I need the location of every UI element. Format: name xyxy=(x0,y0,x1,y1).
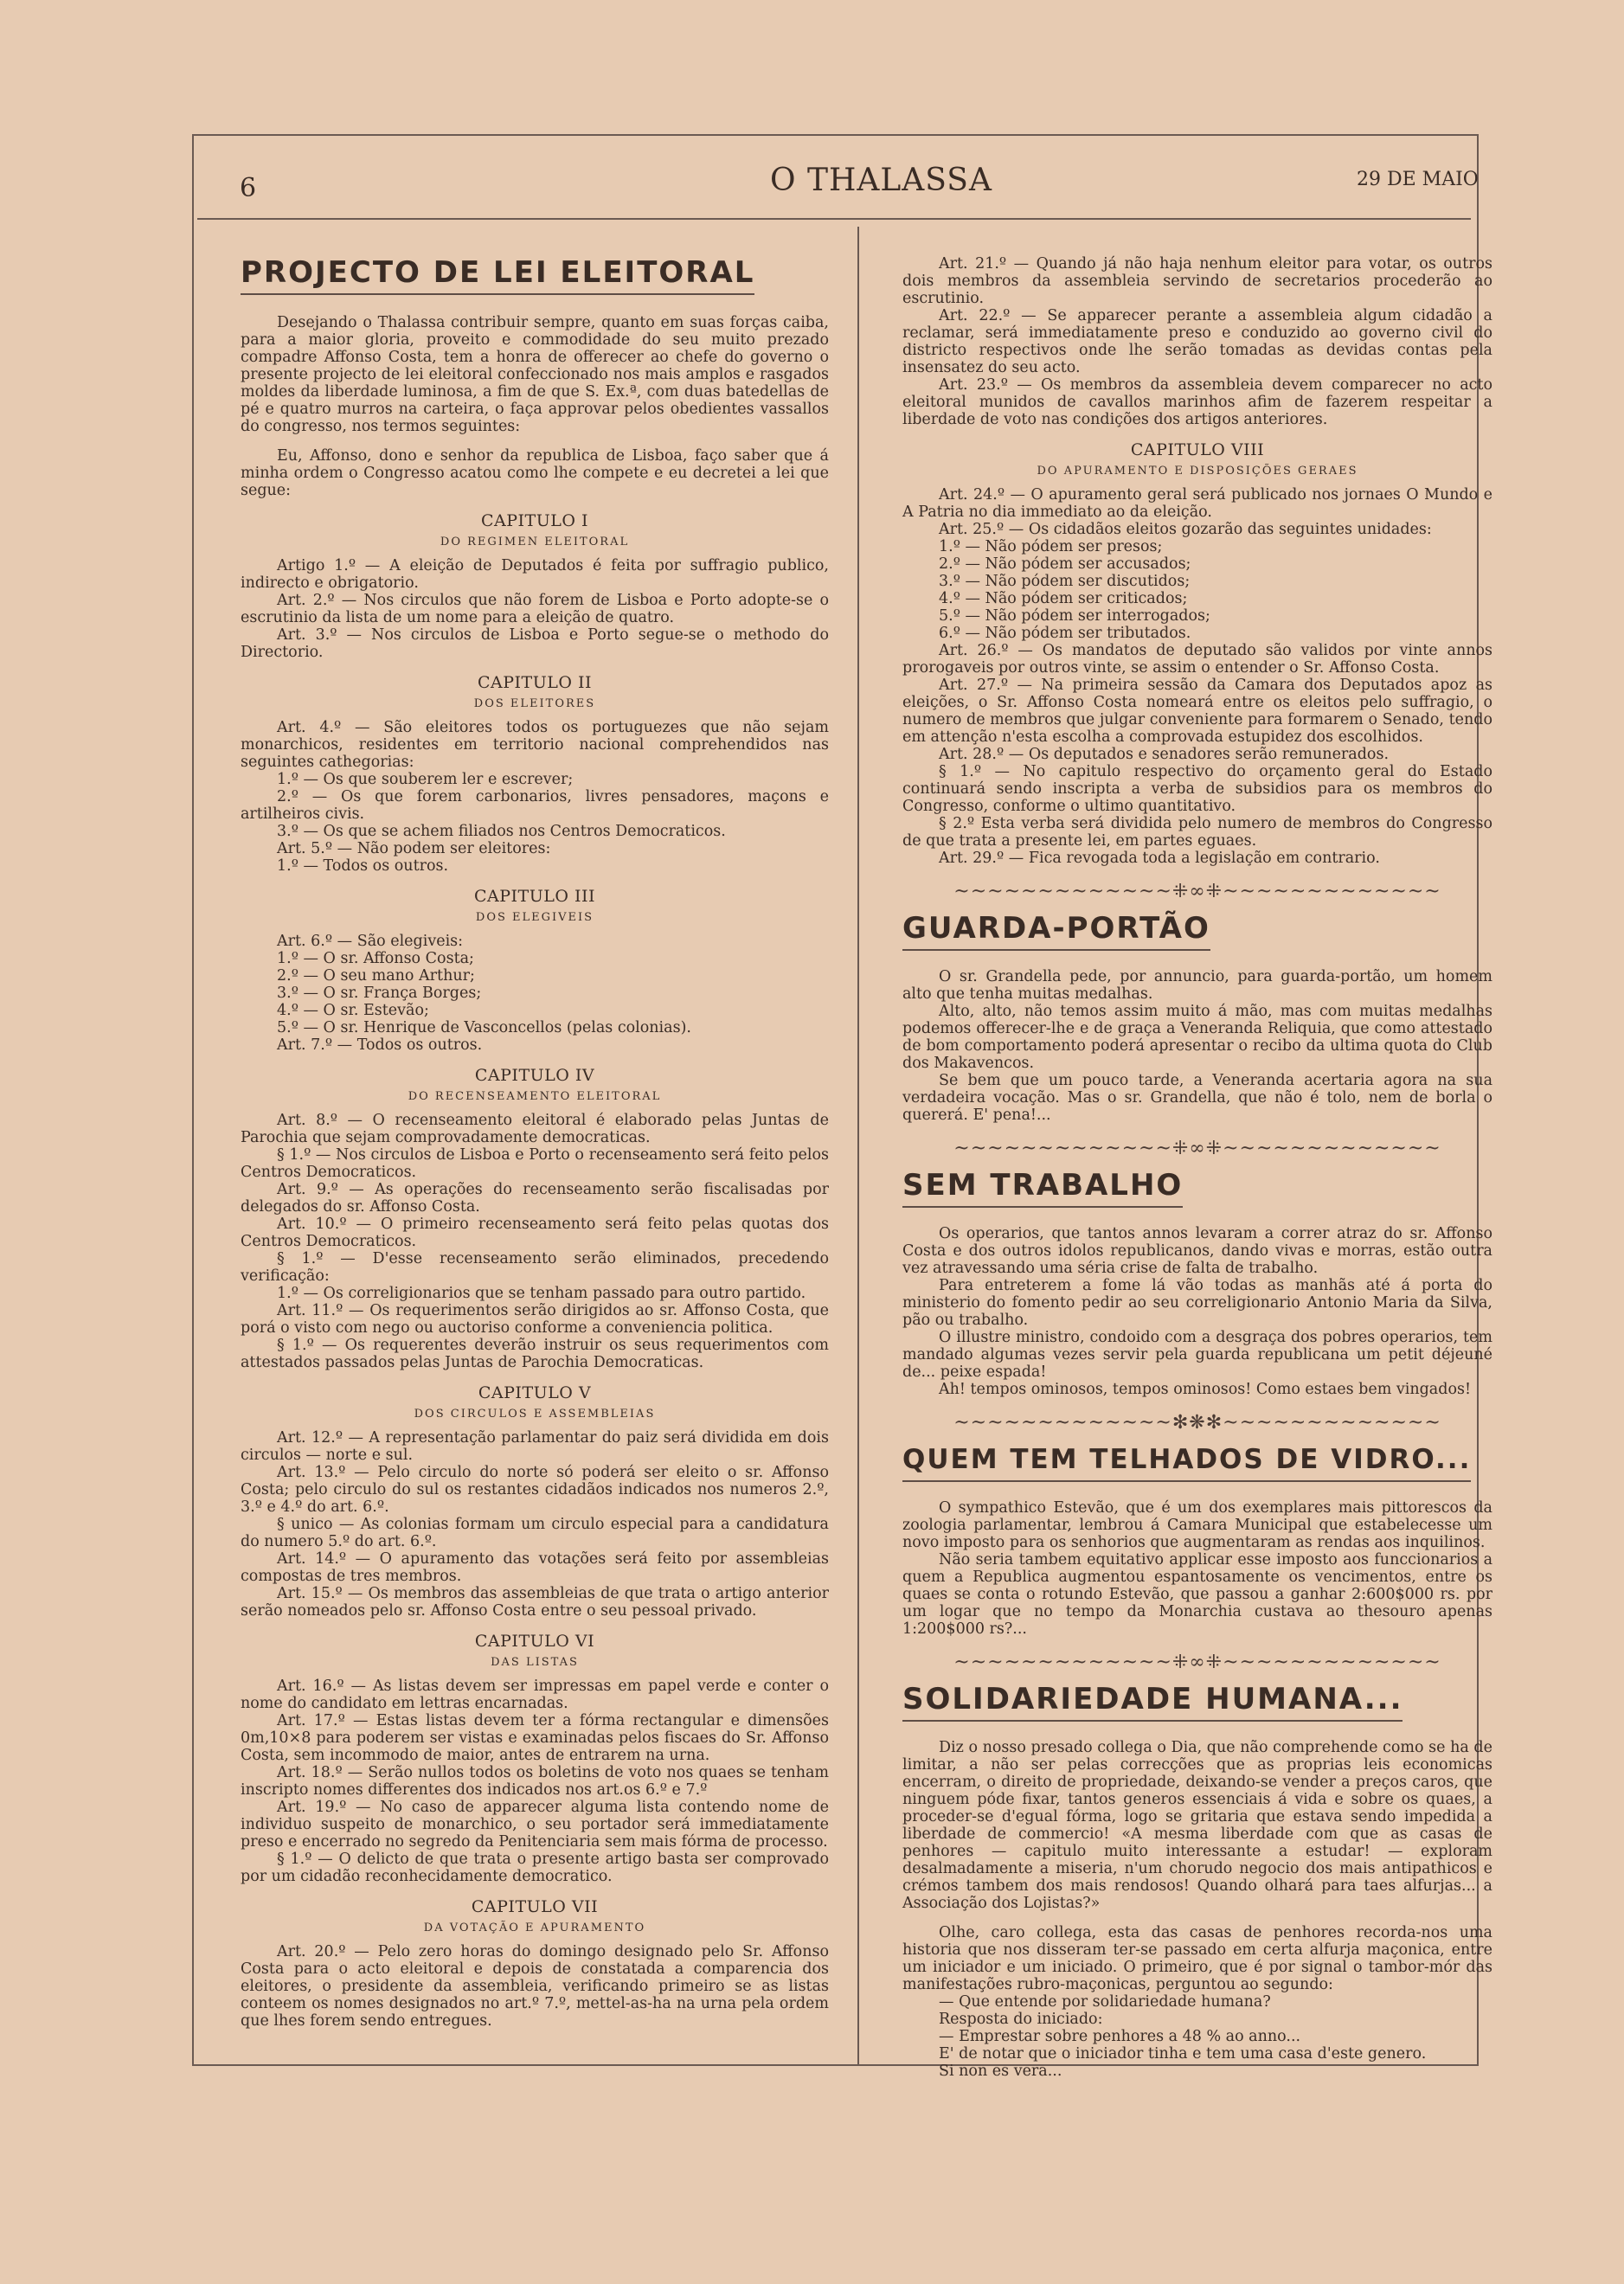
article-line: Art. 23.º — Os membros da assembleia devem comparecer no acto eleitoral munidos de cavallos marinhos afim de fazerem respeitar a liberdade de voto nas condições dos artigos anteriores. xyxy=(902,376,1492,428)
article-line: Art. 10.º — O primeiro recenseamento será feito pelas quotas dos Centros Democraticos. xyxy=(241,1216,829,1250)
chapter-title: CAPITULO I xyxy=(481,511,588,530)
article-line: Art. 22.º — Se apparecer perante a assembleia algum cidadão a reclamar, será immediatamente preso e conduzido ao governo civil do districto respectivos onde lhe serão tomadas as devidas contas pela insensatez do seu acto. xyxy=(902,307,1492,376)
article-line: Art. 26.º — Os mandatos de deputado são validos por vinte annos prorogaveis por outros vinte, se assim o entender o Sr. Affonso Costa. xyxy=(902,642,1492,677)
chapter-title: CAPITULO V xyxy=(478,1383,592,1402)
chapter-subtitle: DO APURAMENTO E DISPOSIÇÕES GERAES xyxy=(1037,465,1358,478)
article-line: Art. 5.º — Não podem ser eleitores: xyxy=(277,840,551,857)
chapter-subtitle: DOS ELEITORES xyxy=(473,697,596,710)
article-line: Art. 27.º — Na primeira sessão da Camara dos Deputados apoz as eleições, o Sr. Affonso Costa nomeará entre os eleitos pelo suffragio, o numero de membros que julgar conveniente para formarem o Senado, tendo em attenção n'esta escolha a comprovada estupidez dos escolhidos. xyxy=(902,677,1492,746)
article-line: Art. 18.º — Serão nullos todos os boletins de voto nos quaes se tenham inscripto nomes differentes dos indicados nos art.os 6.º e 7.º xyxy=(241,1764,829,1799)
column-divider xyxy=(857,227,859,2064)
chapter-title: CAPITULO III xyxy=(474,887,595,906)
section-title: QUEM TEM TELHADOS DE VIDRO... xyxy=(902,1442,1471,1482)
section-title: GUARDA-PORTÃO xyxy=(902,911,1210,951)
article-line: Art. 3.º — Nos circulos de Lisboa e Porto segue-se o methodo do Directorio. xyxy=(241,626,829,661)
section-paragraph: — Que entende por solidariedade humana? xyxy=(939,1993,1271,2011)
chapter-subtitle: DO REGIMEN ELEITORAL xyxy=(440,536,630,549)
article-line: § 2.º Esta verba será dividida pelo numero de membros do Congresso de que trata a presente lei, em partes eguaes. xyxy=(902,815,1492,850)
article-line: Art. 17.º — Estas listas devem ter a fórma rectangular e dimensões 0m,10×8 para poderem ser vistas e examinadas pelos fiscaes do Sr. Affonso Costa, sem incommodo de maior, antes de entrarem na urna. xyxy=(241,1712,829,1764)
article-line: § 1.º — Os requerentes deverão instruir os seus requerimentos com attestados passados pelas Juntas de Parochia Democraticas. xyxy=(241,1337,829,1371)
section-quem-tem-telhados xyxy=(902,1442,1492,1638)
article-line: 5.º — O sr. Henrique de Vasconcellos (pelas colonias). xyxy=(277,1019,691,1036)
article-line: Art. 15.º — Os membros das assembleias de que trata o artigo anterior serão nomeados pelo sr. Affonso Costa entre o seu pessoal privado. xyxy=(241,1585,829,1620)
article-line: 4.º — Não pódem ser criticados; xyxy=(939,590,1188,607)
article-line: § 1.º — D'esse recenseamento serão eliminados, precedendo verificação: xyxy=(241,1250,829,1285)
chapter-subtitle: DA VOTAÇÃO E APURAMENTO xyxy=(423,1922,646,1934)
article-line: 3.º — O sr. França Borges; xyxy=(277,985,482,1002)
chapter-subtitle: DOS CIRCULOS E ASSEMBLEIAS xyxy=(414,1408,656,1421)
article-line: 3.º — Não pódem ser discutidos; xyxy=(939,573,1191,590)
article-line: Art. 6.º — São elegiveis: xyxy=(277,933,464,950)
article-line: Art. 28.º — Os deputados e senadores serão remunerados. xyxy=(939,746,1390,763)
article-line: 2.º — Não pódem ser accusados; xyxy=(939,555,1191,573)
ornament-divider: ~~~~~~~~~~~~~⁜∞⁜~~~~~~~~~~~~~ xyxy=(953,1138,1441,1159)
section-paragraph: Alto, alto, não temos assim muito á mão, mas com muitas medalhas podemos offerecer-lhe e de graça a Veneranda Reliquia, que como attestado de bom comportamento poderá apresentar o recibo da ultima quota do Club dos Makavencos. xyxy=(902,1003,1492,1072)
chapter-title: CAPITULO VI xyxy=(474,1632,595,1651)
section-solidariedade xyxy=(902,1682,1492,2080)
section-paragraph: — Emprestar sobre penhores a 48 % ao anno... xyxy=(939,2028,1301,2045)
article-line: Art. 7.º — Todos os outros. xyxy=(277,1036,483,1054)
article-line: § unico — As colonias formam um circulo especial para a candidatura do numero 5.º do art. 6.º. xyxy=(241,1516,829,1550)
article-line: Artigo 1.º — A eleição de Deputados é feita por suffragio publico, indirecto e obrigatorio. xyxy=(241,557,829,592)
decree-paragraph: Eu, Affonso, dono e senhor da republica de Lisboa, faço saber que á minha ordem o Congresso acatou como lhe compete e eu decretei a lei que segue: xyxy=(241,447,829,499)
article-line: Art. 12.º — A representação parlamentar do paiz será dividida em dois circulos — norte e sul. xyxy=(241,1429,829,1464)
right-column xyxy=(902,255,1492,2080)
chapter-subtitle: DO RECENSEAMENTO ELEITORAL xyxy=(408,1090,662,1103)
left-column xyxy=(241,255,829,2030)
section-title: SEM TRABALHO xyxy=(902,1168,1183,1208)
article-line: 1.º — Todos os outros. xyxy=(277,857,449,875)
article-line: Art. 9.º — As operações do recenseamento serão fiscalisadas por delegados do sr. Affonso Costa. xyxy=(241,1181,829,1216)
newspaper-title: O THALASSA xyxy=(770,163,992,198)
article-line: 2.º — Os que forem carbonarios, livres pensadores, maçons e artilheiros civis. xyxy=(241,788,829,823)
chapter-subtitle: DOS ELEGIVEIS xyxy=(475,911,594,924)
article-line: Art. 11.º — Os requerimentos serão dirigidos ao sr. Affonso Costa, que porá o visto com nego ou auctoriso conforme a conveniencia politica. xyxy=(241,1302,829,1337)
article-line: Art. 2.º — Nos circulos que não forem de Lisboa e Porto adopte-se o escrutinio da lista de um nome para a eleição de quatro. xyxy=(241,592,829,626)
article-line: 4.º — O sr. Estevão; xyxy=(277,1002,429,1019)
article-line: Art. 19.º — No caso de apparecer alguma lista contendo nome de individuo suspeito de monarchico, o seu portador será immediatamente preso e encerrado no segredo da Penitenciaria sem mais fórma de processo. xyxy=(241,1799,829,1851)
article-title: PROJECTO DE LEI ELEITORAL xyxy=(241,255,754,295)
section-guarda-portao xyxy=(902,911,1492,1124)
section-paragraph: E' de notar que o iniciador tinha e tem uma casa d'este genero. xyxy=(939,2045,1427,2063)
intro-paragraph: Desejando o Thalassa contribuir sempre, quanto em suas forças caiba, para a maior gloria, proveito e commodidade do seu muito prezado compadre Affonso Costa, tem a honra de offerecer ao chefe do governo o presente projecto de lei eleitoral confeccionado nos mais amplos e rasgados moldes da liberdade luminosa, a fim de que S. Ex.ª, com duas batedellas de pé e quatro murros na carteira, o faça approvar pelos obedientes vassallos do congresso, nos termos seguintes: xyxy=(241,314,829,435)
section-paragraph: Ah! tempos ominosos, tempos ominosos! Como estaes bem vingados! xyxy=(939,1381,1471,1398)
section-paragraph: O sr. Grandella pede, por annuncio, para guarda-portão, um homem alto que tenha muitas medalhas. xyxy=(902,968,1492,1003)
chapter-title: CAPITULO II xyxy=(478,673,592,692)
section-paragraph: Diz o nosso presado collega o Dia, que não comprehende como se ha de limitar, a não ser pelas correcções que as proprias leis economicas encerram, o direito de propriedade, deixando-se vender a preços caros, que ninguem póde fixar, tantos generos essenciais á vida e sobre os quaes, a proceder-se d'egual fórma, logo se gritaria que estava sendo impedida a liberdade de commercio! «A mesma liberdade com que as casas de penhores — capitulo muito interessante a estudar! — exploram desalmadamente a miseria, n'um chorudo negocio dos mais antipathicos e crémos tambem dos mais rendosos! Quando olhará para taes alfurjas... a Associação dos Lojistas?» xyxy=(902,1739,1492,1912)
section-paragraph: O illustre ministro, condoido com a desgraça dos pobres operarios, tem mandado algumas vezes servir pela guarda republicana um petit déjeuné de... peixe espada! xyxy=(902,1329,1492,1381)
section-title: SOLIDARIEDADE HUMANA... xyxy=(902,1682,1403,1722)
section-paragraph: Olhe, caro collega, esta das casas de penhores recorda-nos uma historia que nos disseram ter-se passado em certa alfurja maçonica, entre um iniciador e um iniciado. O primeiro, que é por signal o tambor-mór das manifestações rubro-maçonicas, perguntou ao segundo: xyxy=(902,1924,1492,1993)
article-line: Art. 4.º — São eleitores todos os portuguezes que não sejam monarchicos, residentes em territorio nacional comprehendidos nas seguintes cathegorias: xyxy=(241,719,829,771)
article-line: 1.º — Os que souberem ler e escrever; xyxy=(277,771,574,788)
section-paragraph: Para entreterem a fome lá vão todas as manhãs até á porta do ministerio do fomento pedir ao seu correligionario Antonio Maria da Silva, pão ou trabalho. xyxy=(902,1277,1492,1329)
article-line: Art. 25.º — Os cidadãos eleitos gozarão das seguintes unidades: xyxy=(939,521,1432,538)
article-line: § 1.º — Nos circulos de Lisboa e Porto o recenseamento será feito pelos Centros Democraticos. xyxy=(241,1146,829,1181)
page-number: 6 xyxy=(240,173,257,203)
section-paragraph: Os operarios, que tantos annos levaram a correr atraz do sr. Affonso Costa e dos outros idolos republicanos, dando vivas e morras, estão outra vez atravessando uma séria crise de falta de trabalho. xyxy=(902,1225,1492,1277)
ornament-divider: ~~~~~~~~~~~~~⁜∞⁜~~~~~~~~~~~~~ xyxy=(953,881,1441,902)
section-paragraph: O sympathico Estevão, que é um dos exemplares mais pittorescos da zoologia parlamentar, lembrou á Camara Municipal que estabelecesse um novo imposto para os senhorios que augmentaram as rendas aos inquilinos. xyxy=(902,1499,1492,1551)
header-rule xyxy=(197,218,1471,220)
ornament-divider: ~~~~~~~~~~~~~✻❋✻~~~~~~~~~~~~~ xyxy=(953,1412,1441,1434)
article-line: Art. 14.º — O apuramento das votações será feito por assembleias compostas de tres membros. xyxy=(241,1550,829,1585)
article-line: 6.º — Não pódem ser tributados. xyxy=(939,625,1191,642)
article-line: Art. 8.º — O recenseamento eleitoral é elaborado pelas Juntas de Parochia que sejam comprovadamente democraticas. xyxy=(241,1112,829,1146)
article-line: 1.º — O sr. Affonso Costa; xyxy=(277,950,474,967)
chapter-title: CAPITULO VII xyxy=(471,1897,599,1916)
chapter-title: CAPITULO IV xyxy=(474,1066,595,1085)
ornament-divider: ~~~~~~~~~~~~~⁜∞⁜~~~~~~~~~~~~~ xyxy=(953,1652,1441,1673)
article-line: Art. 16.º — As listas devem ser impressas em papel verde e conter o nome do candidato em lettras encarnadas. xyxy=(241,1678,829,1712)
section-paragraph: Se bem que um pouco tarde, a Veneranda acertaria agora na sua verdadeira vocação. Mas o sr. Grandella, que não é tolo, nem de borla o quererá. E' pena!... xyxy=(902,1072,1492,1124)
issue-date: 29 DE MAIO xyxy=(1357,169,1479,190)
section-paragraph: Resposta do iniciado: xyxy=(939,2011,1103,2028)
article-line: 1.º — Não pódem ser presos; xyxy=(939,538,1163,555)
section-paragraph: Não seria tambem equitativo applicar esse imposto aos funccionarios a quem a Republica augmentou espantosamente os vencimentos, entre os quaes se conta o rotundo Estevão, que passou a ganhar 2:600$000 rs. por um logar que no tempo da Monarchia custava ao thesouro apenas 1:200$000 rs?... xyxy=(902,1551,1492,1638)
article-line: Art. 20.º — Pelo zero horas do domingo designado pelo Sr. Affonso Costa para o acto eleitoral e depois de constatada a comparencia dos eleitores, o presidente da assembleia, verificando primeiro se as listas conteem os nomes designados no art.º 7.º, mettel-as-ha na urna pela ordem que lhes forem sendo entregues. xyxy=(241,1943,829,2030)
article-line: Art. 29.º — Fica revogada toda a legislação em contrario. xyxy=(939,850,1380,867)
chapter-subtitle: DAS LISTAS xyxy=(491,1656,579,1669)
article-line: Art. 13.º — Pelo circulo do norte só poderá ser eleito o sr. Affonso Costa; pelo circulo do sul os restantes cidadãos indicados nos numeros 2.º, 3.º e 4.º do art. 6.º. xyxy=(241,1464,829,1516)
article-line: Art. 24.º — O apuramento geral será publicado nos jornaes O Mundo e A Patria no dia immediato ao da eleição. xyxy=(902,486,1492,521)
article-line: 2.º — O seu mano Arthur; xyxy=(277,967,475,985)
article-line: Art. 21.º — Quando já não haja nenhum eleitor para votar, os outros dois membros da assembleia servindo de secretarios procederão ao escrutinio. xyxy=(902,255,1492,307)
article-line: 1.º — Os correligionarios que se tenham passado para outro partido. xyxy=(277,1285,806,1302)
article-line: 3.º — Os que se achem filiados nos Centros Democraticos. xyxy=(277,823,726,840)
article-line: 5.º — Não pódem ser interrogados; xyxy=(939,607,1210,625)
chapter-title: CAPITULO VIII xyxy=(1130,440,1265,459)
article-line: § 1.º — O delicto de que trata o presente artigo basta ser comprovado por um cidadão reconhecidamente democratico. xyxy=(241,1851,829,1885)
article-line: § 1.º — No capitulo respectivo do orçamento geral do Estado continuará sendo inscripta a verba de subsidios para os membros do Congresso, conforme o ultimo quantitativo. xyxy=(902,763,1492,815)
section-sem-trabalho xyxy=(902,1168,1492,1398)
section-paragraph: Si non es vera... xyxy=(939,2063,1062,2080)
